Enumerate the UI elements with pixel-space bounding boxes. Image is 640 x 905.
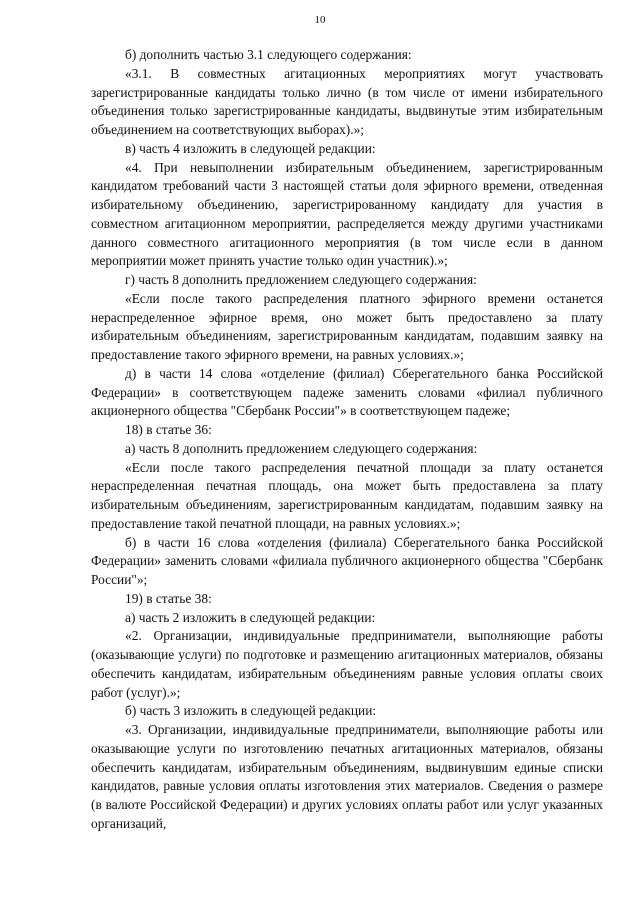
paragraph: 19) в статье 38: <box>125 590 212 606</box>
paragraph: а) часть 8 дополнить предложением следующего содержания: <box>125 440 478 456</box>
paragraph: в) часть 4 изложить в следующей редакции: <box>125 140 376 156</box>
document-body <box>91 46 603 834</box>
paragraph: 18) в статье 36: <box>125 422 212 437</box>
paragraph: б) часть 3 изложить в следующей редакции: <box>125 703 377 719</box>
paragraph: «Если после такого распределения платного эфирного времени останется нераспределенное эфирное время, оно может быть предоставлено за плату избирательным объединениям, зарегистрированным кандидатам, подавшим заявку на предоставление такого эфирного времени, на равных условиях.»; <box>91 290 603 362</box>
paragraph: «4. При невыполнении избирательным объединением, зарегистрированным кандидатом требований части 3 настоящей статьи доля эфирного времени, отведенная избирательному объединению, зарегистрированному кандидату для участия в совместном агитационном мероприятии, распределяется между другими участниками данного совместного агитационного мероприятия (в том числе если в данном мероприятии может принять участие только один участник).»; <box>91 159 603 269</box>
paragraph: б) в части 16 слова «отделения (филиала) Сберегательного банка Российской Федерации» заменить словами «филиала публичного акционерного общества "Сбербанк России"»; <box>91 534 603 587</box>
paragraph: б) дополнить частью 3.1 следующего содержания: <box>125 47 412 62</box>
paragraph: г) часть 8 дополнить предложением следующего содержания: <box>125 272 477 287</box>
paragraph: «2. Организации, индивидуальные предприниматели, выполняющие работы (оказывающие услуги) по подготовке и размещению агитационных материалов, обязаны обеспечить кандидатам, избирательным объединениям равные условия оплаты своих работ (услуг).»; <box>91 628 603 700</box>
paragraph: «3.1. В совместных агитационных мероприятиях могут участвовать зарегистрированные кандидаты только лично (в том числе от имени избирательного объединения только зарегистрированные кандидаты, выдвинутые этим избирательным объединением на соответствующих выборах).»; <box>91 65 603 137</box>
paragraph: «Если после такого распределения печатной площади за плату останется нераспределенная печатная площадь, она может быть предоставлена за плату избирательным объединениям, зарегистрированным кандидатам, подавшим заявку на предоставление такой печатной площади, на равных условиях.»; <box>91 459 603 531</box>
paragraph: «3. Организации, индивидуальные предприниматели, выполняющие работы или оказывающие услуги по изготовлению печатных агитационных материалов, обязаны обеспечить кандидатам, избирательным объединениям, выдвинувшим единые списки кандидатов, равные условия оплаты изготовления этих материалов. Сведения о размере (в валюте Российской Федерации) и других условиях оплаты работ или услуг указанных организаций, <box>91 722 603 831</box>
paragraph: а) часть 2 изложить в следующей редакции: <box>125 609 376 625</box>
page-number: 10 <box>314 14 326 26</box>
paragraph: д) в части 14 слова «отделение (филиал) Сберегательного банка Российской Федерации» в соответствующем падеже заменить словами «филиал публичного акционерного общества "Сбербанк России"» в соответствующем падеже; <box>91 365 603 419</box>
